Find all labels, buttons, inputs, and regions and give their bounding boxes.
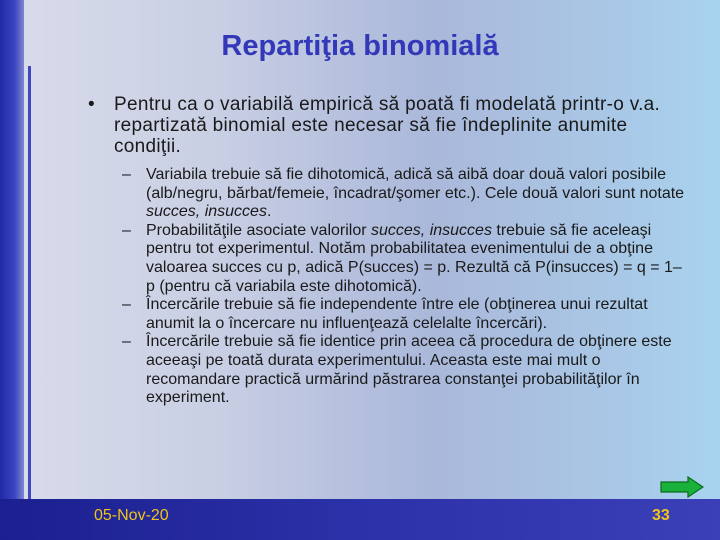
main-bullet — [88, 94, 688, 157]
sub-bullet-text-end: . — [266, 203, 272, 221]
sub-bullet-text: Probabilităţile asociate valorilor — [146, 221, 371, 239]
left-accent-line — [28, 66, 31, 506]
footer-date: 05-Nov-20 — [94, 507, 169, 524]
sub-bullet-4 — [122, 333, 688, 407]
right-arrow-icon[interactable] — [660, 476, 704, 498]
page-number: 33 — [652, 507, 670, 524]
sub-bullet-3 — [122, 296, 688, 333]
dash-symbol: – — [122, 221, 131, 239]
left-decorative-bar — [0, 0, 24, 540]
sub-bullet-text: Variabila trebuie să fie dihotomică, adică să aibă doar două valori posibile (alb/negru, bărbat/femeie, încadrat/şomer etc.). Cele două valori sunt notate — [146, 166, 685, 202]
sub-bullet-list — [88, 166, 688, 408]
dash-symbol: – — [122, 296, 131, 314]
sub-bullet-text: Încercările trebuie să fie identice prin aceea că procedura de obţinere este aceeaşi pe toată durata experimentului. Aceasta este mai mult o recomandare practică urmărind păstrarea constanţei probabilităţilor în experiment. — [146, 333, 672, 407]
sub-bullet-emphasis: succes, insucces — [146, 203, 267, 221]
slide-content — [88, 94, 688, 408]
sub-bullet-text-end: trebuie să fie aceleaşi pentru tot experimentul. Notăm probabilitatea evenimentului de a obţine valoarea succes cu p, adică P(succes) = p. Rezultă că P(insucces) = q = 1–p (pentru că variabila este dihotomică). — [146, 221, 682, 295]
sub-bullet-1 — [122, 166, 688, 222]
dash-symbol: – — [122, 166, 131, 183]
sub-bullet-2 — [122, 221, 688, 296]
main-bullet-text: Pentru ca o variabilă empirică să poată fi modelată printr‑o v.a. repartizată binomial este necesar să fie îndeplinite anumite condiţii. — [114, 94, 661, 157]
sub-bullet-text: Încercările trebuie să fie independente între ele (obţinerea unui rezultat anumit la o încercare nu influenţează celelalte încercări). — [146, 296, 648, 332]
slide-title: Repartiţia binomială — [221, 30, 499, 62]
bullet-symbol: • — [88, 94, 95, 115]
dash-symbol: – — [122, 333, 131, 351]
sub-bullet-emphasis: succes, insucces — [371, 221, 492, 239]
